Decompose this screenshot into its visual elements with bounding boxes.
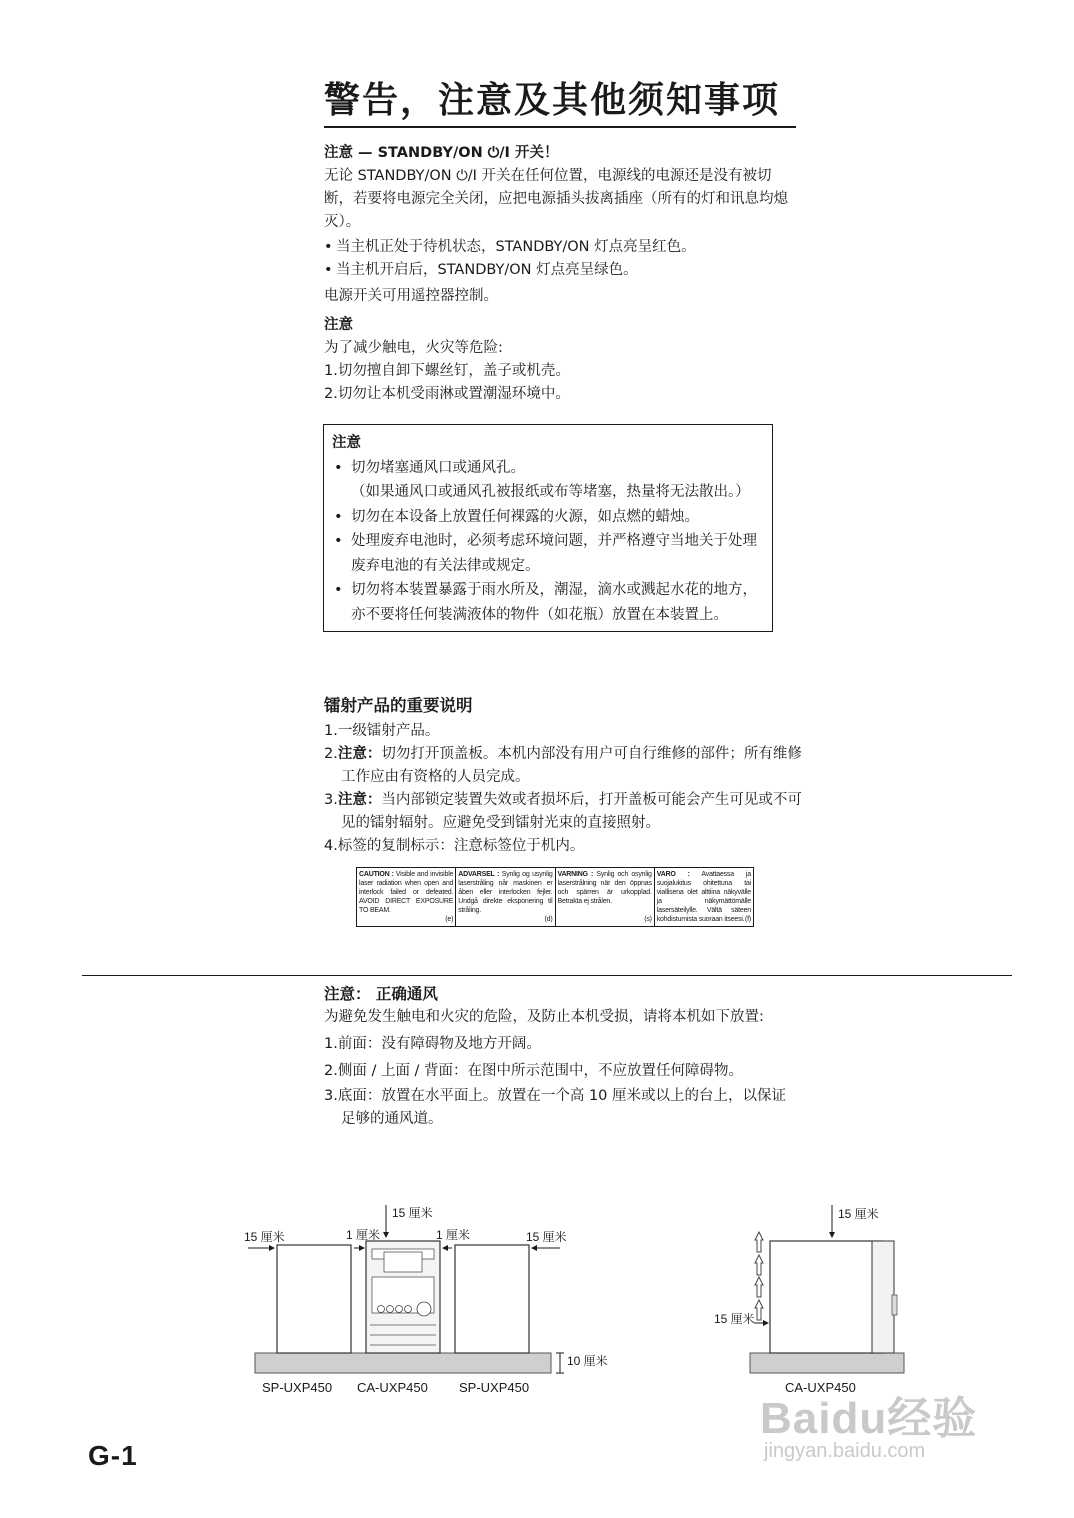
caution-box (323, 424, 773, 632)
right-gap-label: 1 厘米 (436, 1228, 471, 1242)
caution-item: 2.切勿让本机受雨淋或置潮湿环境中。 (324, 386, 570, 402)
side-unit (770, 1241, 882, 1353)
right-speaker (455, 1245, 529, 1353)
standby-paragraph: 无论 STANDBY/ON ⏻/I 开关在任何位置，电源线的电源还是没有被切断，若要将电源完全关闭，应把电源插头拔离插座（所有的灯和讯息均熄灭）。 (324, 168, 788, 230)
standby-heading: 注意 — STANDBY/ON ⏻/I 开关！ (324, 145, 559, 161)
box-item: • 处理废弃电池时，必须考虑环境问题，并严格遵守当地关于处理废弃电池的有关法律或规定。 (332, 529, 762, 578)
airflow-arrows-icon (755, 1232, 763, 1320)
stand-height-label: 10 厘米 (567, 1354, 608, 1368)
watermark-url: jingyan.baidu.com (764, 1440, 926, 1462)
label-cell-finnish: VARO : Avattaessa ja suojalukitus ohitettuna tai viallisena olet alttiina näkyvälle ja näkymättömälle lasersäteilylle. Vältä säteen kohdistumista suoraan itseesi. (f) (654, 868, 753, 926)
laser-section (324, 694, 802, 858)
ventilation-heading: 注意： 正确通风 (324, 985, 438, 1003)
label-cell-english: CAUTION : Visible and invisible laser radiation when open and interlock failed or defeated. AVOID DIRECT EXPOSURE TO BEAM. (e) (359, 871, 454, 923)
box-item-note: （如果通风口或通风孔被报纸或布等堵塞，热量将无法散出。） (351, 484, 750, 500)
side-top-label: 15 厘米 (838, 1207, 879, 1221)
left-speaker (277, 1245, 351, 1353)
ventilation-item: 3.底面：放置在水平面上。放置在一个高 10 厘米或以上的台上，以保证足够的通风道。 (324, 1088, 787, 1127)
left-clearance-label: 15 厘米 (244, 1230, 285, 1244)
stand-base (255, 1353, 551, 1373)
section-divider (82, 975, 1012, 976)
main-unit-display (384, 1252, 422, 1272)
ventilation-item: 1.前面：没有障碍物及地方开阔。 (324, 1036, 541, 1052)
top-clearance-label: 15 厘米 (392, 1206, 433, 1220)
box-item: • 切勿将本装置暴露于雨水所及，潮湿，滴水或溅起水花的地方，亦不要将任何装满液体的物件（如花瓶）放置在本装置上。 (332, 578, 762, 627)
page-number: G-1 (88, 1440, 138, 1471)
standby-section (324, 142, 800, 308)
left-gap-label: 1 厘米 (346, 1228, 381, 1242)
watermark-brand: Baidu经验 (760, 1394, 978, 1443)
ventilation-section (324, 983, 794, 1131)
box-heading: 注意 (332, 435, 361, 451)
laser-item: 3.注意：当内部锁定装置失效或者损坏后，打开盖板可能会产生可见或不可见的镭射辐射。应避免受到镭射光束的直接照射。 (324, 792, 802, 831)
laser-item: 4.标签的复制标示：注意标签位于机内。 (324, 838, 585, 854)
caution-intro: 为了减少触电，火灾等危险: (324, 340, 503, 356)
page-title: 警告，注意及其他须知事项 (324, 78, 796, 128)
caution-item: 1.切勿擅自卸下螺丝钉，盖子或机壳。 (324, 363, 570, 379)
laser-item: 2.注意：切勿打开顶盖板。本机内部没有用户可自行维修的部件；所有维修工作应由有资格的人员完成。 (324, 746, 802, 785)
model-label: SP-UXP450 (262, 1380, 333, 1395)
laser-item: 1.一级镭射产品。 (324, 723, 440, 739)
box-item (332, 456, 762, 505)
remote-note: 电源开关可用遥控器控制。 (324, 288, 498, 304)
side-back-label: 15 厘米 (714, 1312, 755, 1326)
caution-heading: 注意 (324, 317, 353, 333)
model-label: CA-UXP450 (357, 1380, 428, 1395)
standby-bullet-green: • 当主机开启后，STANDBY/ON 灯点亮呈绿色。 (324, 259, 800, 282)
watermark (760, 1360, 1020, 1480)
laser-warning-label (356, 867, 754, 927)
ventilation-item: 2.侧面 / 上面 / 背面：在图中所示范围中，不应放置任何障碍物。 (324, 1063, 744, 1079)
label-cell-swedish: VARNING : Synlig och osynlig laserstrålning när den öppnas och spärren är urkopplad. Betrakta ej strålen. (s) (555, 868, 654, 926)
ventilation-intro: 为避免发生触电和火灾的危险，及防止本机受损，请将本机如下放置: (324, 1009, 764, 1025)
box-item: • 切勿在本设备上放置任何裸露的火源，如点燃的蜡烛。 (332, 505, 762, 530)
volume-knob-icon (417, 1302, 431, 1316)
laser-heading: 镭射产品的重要说明 (324, 696, 473, 715)
label-cell-danish: ADVARSEL : Synlig og usynlig laserstråling når maskinen er åben eller interlocken fejler. Undgå direkte eksponering til stråling. (d) (455, 868, 554, 926)
caution-section (324, 314, 800, 406)
right-clearance-label: 15 厘米 (526, 1230, 567, 1244)
box-item-text: 切勿堵塞通风口或通风孔。 (351, 459, 525, 476)
model-label: SP-UXP450 (459, 1380, 530, 1395)
standby-bullet-red: • 当主机正处于待机状态，STANDBY/ON 灯点亮呈红色。 (324, 236, 800, 259)
side-model-label: CA-UXP450 (785, 1380, 856, 1395)
